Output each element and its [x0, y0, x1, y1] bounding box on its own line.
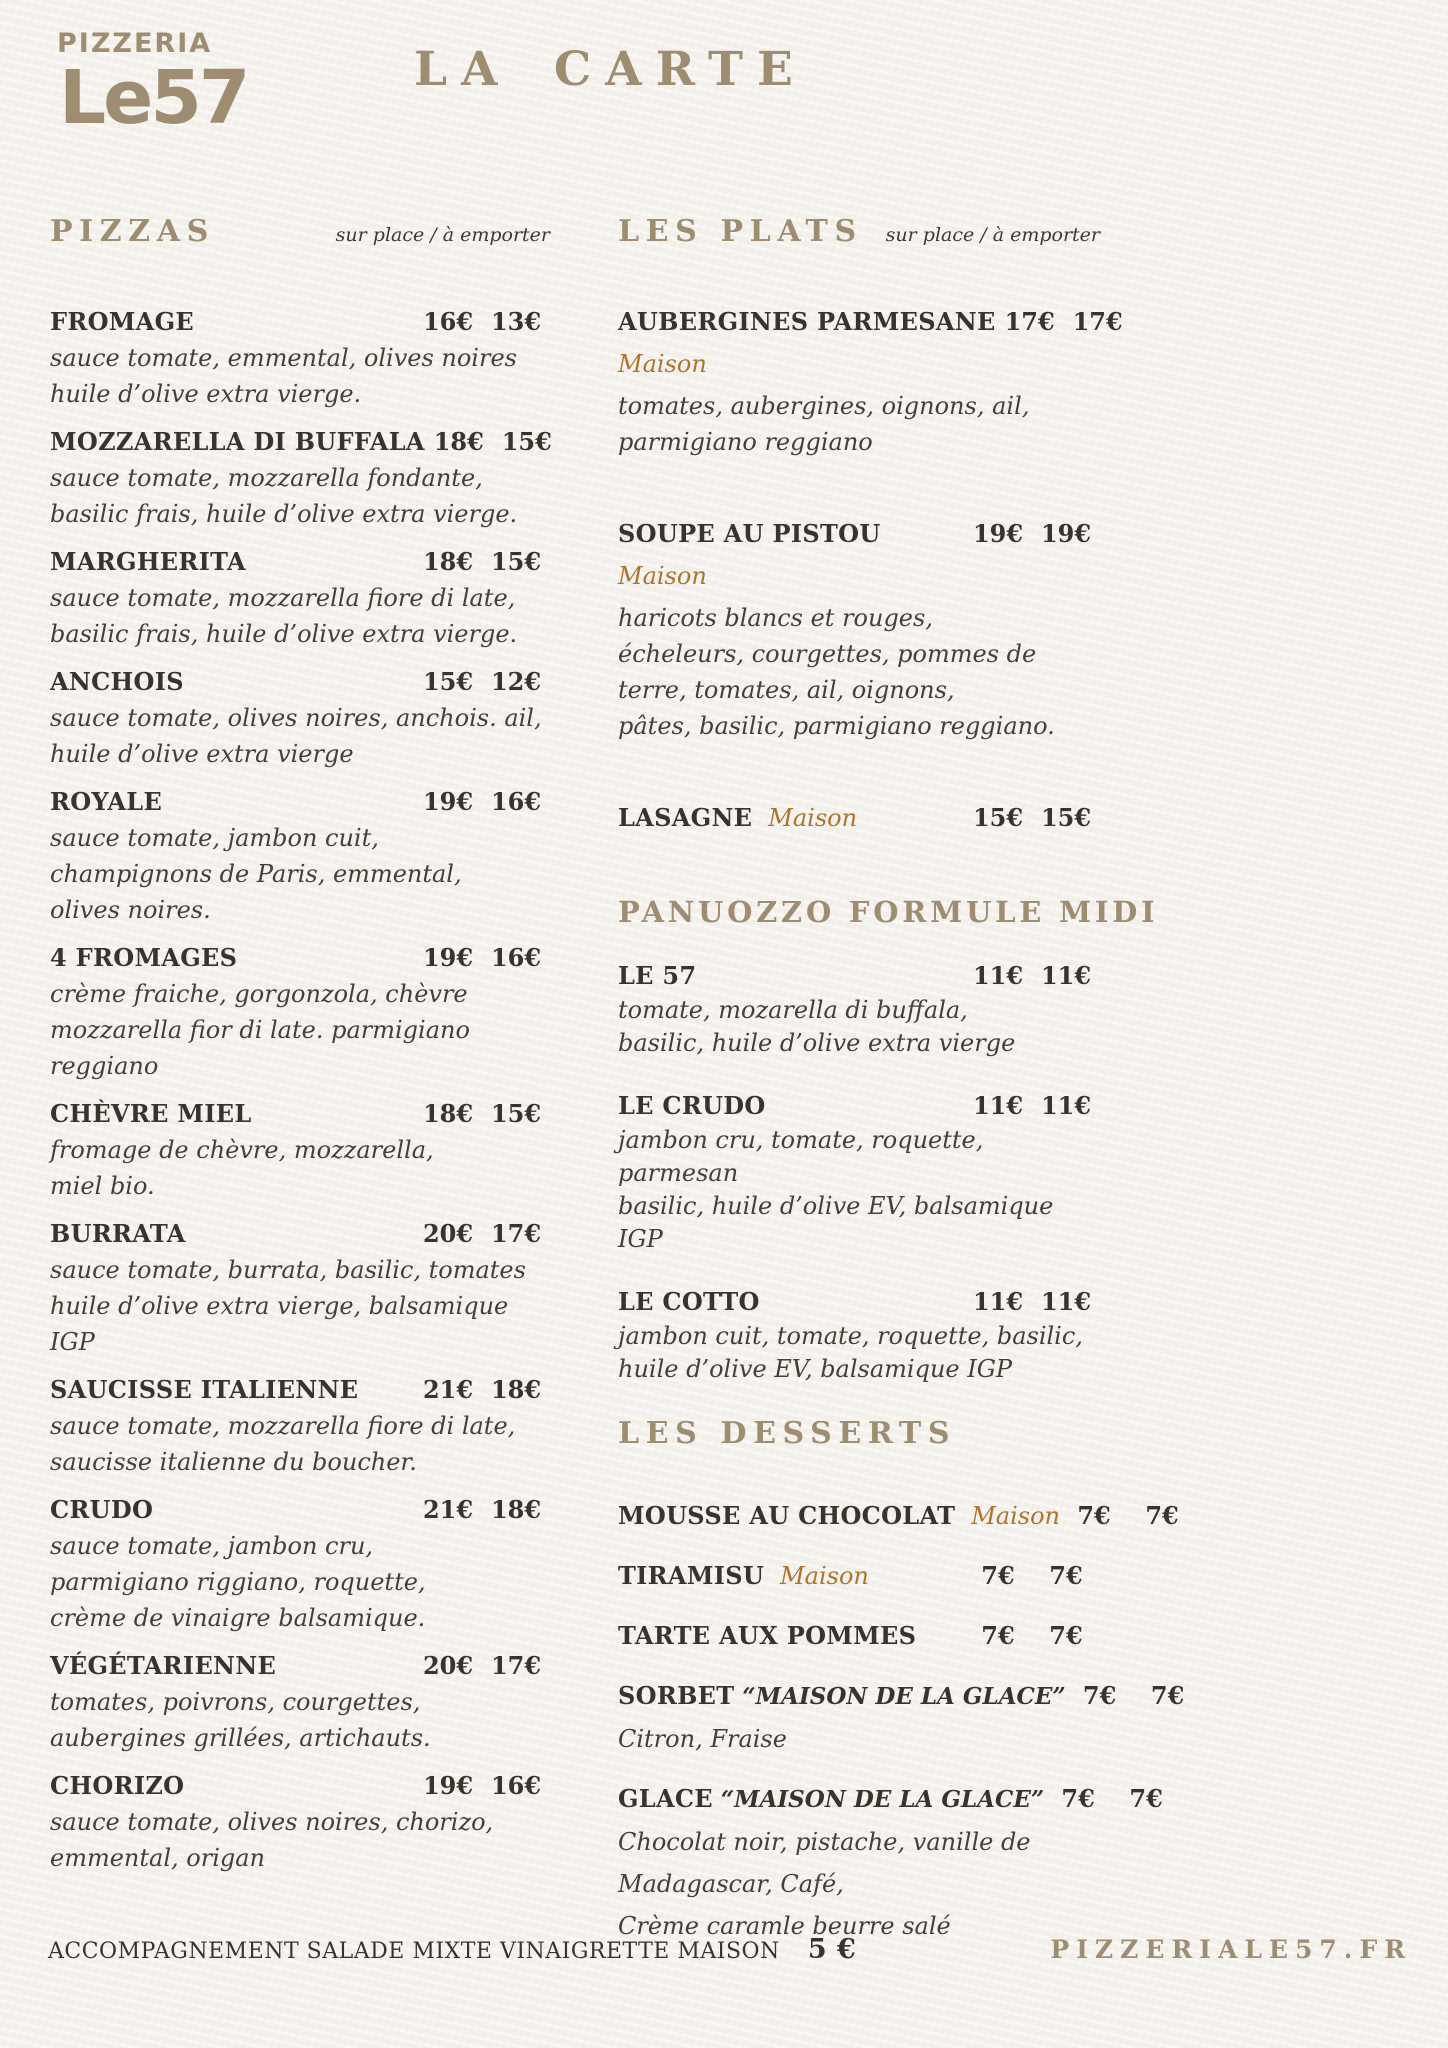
- price-sur-place: 17€: [1004, 307, 1055, 336]
- price-sur-place: 21€: [422, 1495, 474, 1524]
- item-description-line: fromage de chèvre, mozzarella,: [50, 1136, 434, 1164]
- item-description-line: basilic frais, huile d’olive extra vierge.: [50, 500, 518, 528]
- price-sur-place: 16€: [422, 307, 474, 336]
- menu-item: [50, 1096, 550, 1204]
- item-name: TARTE AUX POMMES: [618, 1621, 917, 1650]
- price-a-emporter: 15€: [1040, 803, 1092, 832]
- footer-note: [48, 1934, 856, 1965]
- menu-item-row: [618, 800, 1100, 836]
- item-description-line: parmigiano reggiano: [618, 428, 873, 456]
- item-description-line: écheleurs, courgettes, pommes de: [618, 640, 1037, 668]
- price-a-emporter: 18€: [490, 1495, 542, 1524]
- menu-item-row: [50, 1648, 550, 1684]
- item-description-line: miel bio.: [50, 1172, 155, 1200]
- item-name: SOUPE AU PISTOU: [618, 519, 881, 548]
- brand-name: PIZZERIA: [57, 28, 213, 59]
- price-sur-place: 19€: [422, 787, 474, 816]
- price-a-emporter: 15€: [490, 1099, 542, 1128]
- price-a-emporter: 7€: [1145, 1501, 1179, 1530]
- price-a-emporter: 7€: [1049, 1621, 1083, 1650]
- item-name: LE 57: [618, 961, 697, 990]
- item-name-quote: “MAISON DE LA GLACE”: [742, 1683, 1066, 1710]
- menu-item-row: [50, 1492, 550, 1528]
- menu-item-row: [618, 1678, 1185, 1715]
- menu-item: [50, 424, 550, 532]
- item-name-quote: “MAISON DE LA GLACE”: [720, 1786, 1045, 1813]
- item-description-line: mozzarella fior di late. parmigiano: [50, 1016, 470, 1044]
- menu-item: [50, 664, 550, 772]
- maison-badge: Maison: [618, 350, 707, 378]
- price-a-emporter: 13€: [490, 307, 542, 336]
- menu-item: [618, 958, 1100, 1060]
- section-header: [618, 212, 1100, 252]
- menu-item-row: [618, 1558, 1100, 1594]
- section-title: LES DESSERTS: [618, 1416, 957, 1451]
- item-description-line: huile d’olive extra vierge, balsamique IGP: [50, 1292, 509, 1356]
- price-sur-place: 7€: [981, 1621, 1015, 1650]
- footer-note-price: 5 €: [807, 1934, 857, 1965]
- menu-item-row: [618, 1498, 1179, 1534]
- page-title: LA CARTE: [414, 42, 807, 97]
- menu-item-row: [50, 940, 550, 976]
- item-description-line: aubergines grillées, artichauts.: [50, 1724, 431, 1752]
- website-link: PIZZERIALE57.FR: [1050, 1935, 1412, 1964]
- price-a-emporter: 16€: [490, 787, 542, 816]
- item-description-line: Crème caramle beurre salé: [618, 1912, 951, 1940]
- menu-item-row: [618, 1088, 1100, 1124]
- menu-item-row: [50, 424, 550, 460]
- item-description-line: pâtes, basilic, parmigiano reggiano.: [618, 712, 1055, 740]
- price-sur-place: 19€: [422, 1771, 474, 1800]
- item-name: GLACE “MAISON DE LA GLACE”: [618, 1784, 1045, 1813]
- price-sur-place: 20€: [422, 1651, 474, 1680]
- menu-item-row: [618, 958, 1100, 994]
- price-sur-place: 18€: [422, 547, 474, 576]
- item-description-line: huile d’olive EV, balsamique IGP: [618, 1355, 1013, 1383]
- menu-item-row: [618, 1284, 1100, 1320]
- price-a-emporter: 16€: [490, 943, 542, 972]
- maison-badge: Maison: [780, 1562, 869, 1590]
- price-a-emporter: 11€: [1040, 1287, 1092, 1316]
- item-description-line: sauce tomate, mozzarella fiore di late,: [50, 584, 516, 612]
- price-a-emporter: 11€: [1040, 961, 1092, 990]
- section-panuozzo: [618, 892, 1159, 1386]
- price-sur-place: 21€: [422, 1375, 474, 1404]
- price-columns-label: sur place / à emporter: [885, 224, 1100, 246]
- maison-badge: Maison: [971, 1502, 1061, 1530]
- item-name: CHORIZO: [50, 1771, 185, 1800]
- item-description-line: Madagascar, Café,: [618, 1870, 844, 1898]
- price-sur-place: 7€: [981, 1561, 1015, 1590]
- price-a-emporter: 11€: [1040, 1091, 1092, 1120]
- item-name: 4 FROMAGES: [50, 943, 238, 972]
- menu-item-row: [50, 664, 550, 700]
- price-a-emporter: 15€: [501, 427, 552, 456]
- item-description-line: sauce tomate, emmental, olives noires: [50, 344, 517, 372]
- menu-item: [618, 1618, 1100, 1654]
- price-columns-label: sur place / à emporter: [335, 224, 550, 246]
- section-header: [618, 1414, 1100, 1454]
- menu-item: [618, 1498, 1179, 1534]
- item-name: MARGHERITA: [50, 547, 246, 576]
- item-name: LE COTTO: [618, 1287, 760, 1316]
- menu-item-row: [50, 1096, 550, 1132]
- menu-item-row: [50, 784, 550, 820]
- section-header: [50, 212, 550, 252]
- item-description-line: Citron, Fraise: [618, 1725, 787, 1753]
- menu-item-row: [50, 544, 550, 580]
- menu-item: [618, 1284, 1100, 1386]
- item-description-line: sauce tomate, jambon cru,: [50, 1532, 374, 1560]
- menu-item: [50, 544, 550, 652]
- menu-item: [618, 1088, 1100, 1256]
- price-a-emporter: 15€: [490, 547, 542, 576]
- menu-item: [50, 1768, 550, 1876]
- brand-logo: [57, 28, 248, 141]
- menu-item: [50, 940, 550, 1084]
- menu-item: [50, 1492, 550, 1636]
- menu-item-row: [618, 516, 1100, 552]
- menu-item-row: [618, 304, 1123, 340]
- item-description-line: Chocolat noir, pistache, vanille de: [618, 1828, 1031, 1856]
- price-sur-place: 18€: [433, 427, 484, 456]
- item-description-line: tomates, aubergines, oignons, ail,: [618, 392, 1030, 420]
- item-name: MOUSSE AU CHOCOLAT Maison: [618, 1501, 1061, 1530]
- item-description-line: parmigiano riggiano, roquette,: [50, 1568, 426, 1596]
- item-name: LASAGNE Maison: [618, 803, 858, 832]
- menu-item: [50, 1216, 550, 1360]
- item-description-line: tomates, poivrons, courgettes,: [50, 1688, 421, 1716]
- item-description-line: haricots blancs et rouges,: [618, 604, 933, 632]
- item-description-line: sauce tomate, mozzarella fiore di late,: [50, 1412, 516, 1440]
- price-sur-place: 20€: [422, 1219, 474, 1248]
- item-name: CRUDO: [50, 1495, 154, 1524]
- price-sur-place: 7€: [1061, 1784, 1095, 1813]
- menu-item: [618, 304, 1123, 460]
- price-sur-place: 7€: [1077, 1501, 1111, 1530]
- section-header: [618, 892, 1159, 932]
- price-a-emporter: 7€: [1129, 1784, 1163, 1813]
- menu-item-row: [618, 1781, 1163, 1818]
- item-description-line: champignons de Paris, emmental,: [50, 860, 462, 888]
- section-title: PIZZAS: [50, 214, 215, 249]
- item-description-line: jambon cuit, tomate, roquette, basilic,: [618, 1322, 1083, 1350]
- menu-item-row: [50, 304, 550, 340]
- price-a-emporter: 18€: [490, 1375, 542, 1404]
- item-description-line: basilic, huile d’olive EV, balsamique IGP: [618, 1192, 1054, 1253]
- brand-mark: Le57: [59, 55, 248, 141]
- section-pizzas: [50, 212, 550, 1876]
- menu-item: [618, 1558, 1100, 1594]
- menu-item: [618, 1781, 1163, 1944]
- item-description-line: sauce tomate, jambon cuit,: [50, 824, 379, 852]
- item-description-line: emmental, origan: [50, 1844, 265, 1872]
- item-name: CHÈVRE MIEL: [50, 1099, 252, 1128]
- price-sur-place: 19€: [422, 943, 474, 972]
- item-description-line: crème fraiche, gorgonzola, chèvre: [50, 980, 468, 1008]
- section-desserts: [618, 1414, 1185, 1944]
- item-name: BURRATA: [50, 1219, 186, 1248]
- item-description-line: terre, tomates, ail, oignons,: [618, 676, 955, 704]
- item-description-line: sauce tomate, olives noires, chorizo,: [50, 1808, 494, 1836]
- menu-item: [50, 784, 550, 928]
- item-name: SAUCISSE ITALIENNE: [50, 1375, 359, 1404]
- price-sur-place: 19€: [972, 519, 1024, 548]
- item-name: TIRAMISU Maison: [618, 1561, 869, 1590]
- price-a-emporter: 17€: [490, 1651, 542, 1680]
- price-sur-place: 11€: [972, 1287, 1024, 1316]
- price-sur-place: 18€: [422, 1099, 474, 1128]
- item-description-line: crème de vinaigre balsamique.: [50, 1604, 426, 1632]
- menu-item: [50, 304, 550, 412]
- item-name: FROMAGE: [50, 307, 194, 336]
- menu-item: [618, 1678, 1185, 1757]
- price-a-emporter: 17€: [1072, 307, 1123, 336]
- item-description-line: sauce tomate, olives noires, anchois. ail,: [50, 704, 542, 732]
- item-description-line: huile d’olive extra vierge.: [50, 380, 362, 408]
- item-name: ANCHOIS: [50, 667, 184, 696]
- item-name: SORBET “MAISON DE LA GLACE”: [618, 1681, 1066, 1710]
- item-description-line: tomate, mozarella di buffala,: [618, 996, 968, 1024]
- item-description-line: reggiano: [50, 1052, 159, 1080]
- item-description-line: huile d’olive extra vierge: [50, 740, 354, 768]
- menu-item: [50, 1648, 550, 1756]
- price-sur-place: 7€: [1082, 1681, 1117, 1710]
- right-column: [618, 212, 1185, 1968]
- maison-badge: Maison: [618, 562, 707, 590]
- item-description-line: jambon cru, tomate, roquette, parmesan: [618, 1126, 984, 1187]
- price-sur-place: 11€: [972, 1091, 1024, 1120]
- price-sur-place: 11€: [972, 961, 1024, 990]
- section-title: LES PLATS: [618, 214, 863, 249]
- menu-item: [618, 516, 1100, 744]
- footer: [48, 1934, 1412, 1965]
- item-name: ROYALE: [50, 787, 163, 816]
- item-description-line: saucisse italienne du boucher.: [50, 1448, 417, 1476]
- price-a-emporter: 7€: [1150, 1681, 1185, 1710]
- item-name: MOZZARELLA DI BUFFALA: [50, 427, 425, 456]
- price-sur-place: 15€: [422, 667, 474, 696]
- item-description-line: olives noires.: [50, 896, 211, 924]
- item-name: VÉGÉTARIENNE: [50, 1651, 277, 1680]
- footer-note-text: ACCOMPAGNEMENT SALADE MIXTE VINAIGRETTE MAISON: [48, 1939, 780, 1964]
- menu-item-row: [50, 1216, 550, 1252]
- item-description-line: basilic, huile d’olive extra vierge: [618, 1029, 1016, 1057]
- left-column: [50, 212, 550, 1888]
- item-name: AUBERGINES PARMESANE: [618, 307, 996, 336]
- menu-item-row: [50, 1768, 550, 1804]
- item-description-line: sauce tomate, mozzarella fondante,: [50, 464, 483, 492]
- section-title: PANUOZZO FORMULE MIDI: [618, 895, 1159, 929]
- item-name: LE CRUDO: [618, 1091, 766, 1120]
- price-a-emporter: 12€: [490, 667, 542, 696]
- section-plats: [618, 212, 1123, 836]
- price-a-emporter: 17€: [490, 1219, 542, 1248]
- item-description-line: basilic frais, huile d’olive extra vierge.: [50, 620, 518, 648]
- menu-item: [618, 800, 1100, 836]
- maison-badge: Maison: [768, 804, 858, 832]
- menu-item-row: [50, 1372, 550, 1408]
- price-a-emporter: 19€: [1040, 519, 1092, 548]
- price-sur-place: 15€: [972, 803, 1024, 832]
- item-description-line: sauce tomate, burrata, basilic, tomates: [50, 1256, 526, 1284]
- menu-item-row: [618, 1618, 1100, 1654]
- menu-item: [50, 1372, 550, 1480]
- price-a-emporter: 16€: [490, 1771, 542, 1800]
- price-a-emporter: 7€: [1049, 1561, 1083, 1590]
